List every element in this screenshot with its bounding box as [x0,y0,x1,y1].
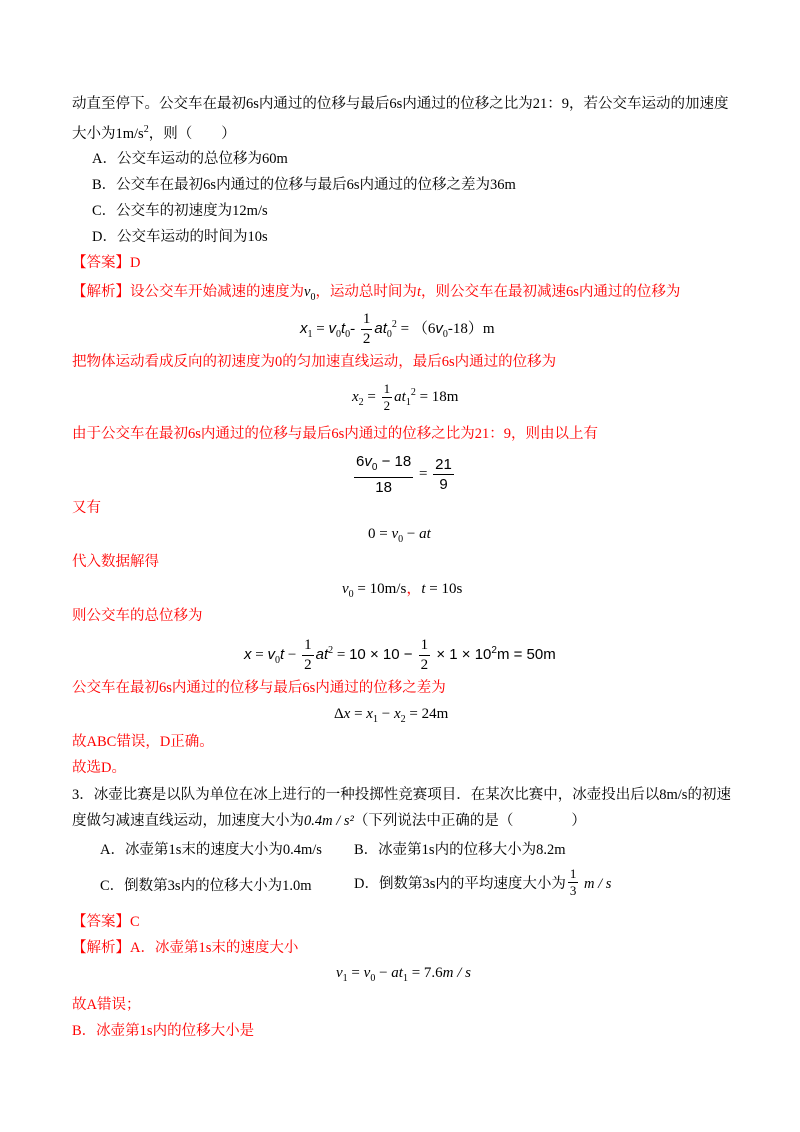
problem2-text9: 故选D。 [72,760,126,776]
problem2-text5: 代入数据解得 [72,554,159,570]
equation-x1: $x_1 = v_0t_0-$ $\frac{1}{2}$ $at_0^2 = (6v_0-18)m$ [300,311,495,347]
equation-delta-x: $\Delta x = x_1 - x_2 = 24m$ [334,706,449,725]
problem2-text6: 则公交车的总位移为 [72,608,203,624]
problem2-text4: 又有 [72,500,101,516]
equation-x2: $x_2$ = $\frac{1}{2}$ $at_1^2 = 18m$ [352,381,459,413]
problem2-text3: 由于公交车在最初6s内通过的位移与最后6s内通过的位移之比为21：9，则由以上有 [72,426,599,442]
problem3-answer: 【答案】C [72,914,140,930]
equation-total-displacement: $x = v_0t$ − $\frac{1}{2}$ $at^2 = 10 \times 10$ − $\frac{1}{2}$ × $1 \times 10^2m = 50m$ [244,637,556,673]
problem2-text8: 故ABC错误，D正确。 [72,734,214,750]
equation-v0-at: $0 = v_0$ − at [368,526,431,545]
equation-solution: $v_0 = 10m/s$，t = 10s [342,581,463,600]
problem2-text7: 公交车在最初6s内通过的位移与最后6s内通过的位移之差为 [72,680,446,696]
problem2-line1: 动直至停下。公交车在最初6s内通过的位移与最后6s内通过的位移之比为21：9，若公交车运动的加速度 [72,96,729,112]
problem2-option-b: B．公交车在最初6s内通过的位移与最后6s内通过的位移之差为36m [92,177,516,193]
problem2-option-a: A．公交车运动的总位移为60m [92,151,288,167]
problem3-line2: 度做匀减速直线运动，加速度大小为0.4m / s²（下列说法中正确的是（ ） [72,813,586,829]
equation-ratio: $\frac{6v_0 - 18}{18}$ = $\frac{21}{9}$ [356,453,452,496]
problem2-text2: 把物体运动看成反向的初速度为0的匀加速直线运动，最后6s内通过的位移为 [72,354,557,370]
problem2-answer: 【答案】D [72,255,141,271]
problem3-option-b: B．冰壶第1s内的位移大小为8.2m [354,842,566,858]
problem2-analysis-1: 【解析】设公交车开始减速的速度为$v_0$，运动总时间为t，则公交车在最初减速6s内通过的位移为 [72,284,681,303]
problem3-analysis-a: 【解析】A．冰壶第1s末的速度大小 [72,940,299,956]
equation-v1: $v_1 = v_0 - at_1 = 7.6m / s$ [336,965,472,984]
problem2-option-d: D．公交车运动的时间为10s [92,229,268,245]
problem3-text-b: B．冰壶第1s内的位移大小是 [72,1023,255,1039]
problem3-option-a: A．冰壶第1s末的速度大小为0.4m/s [100,842,322,858]
problem2-option-c: C．公交车的初速度为12m/s [92,203,268,219]
problem3-line1: 3．冰壶比赛是以队为单位在冰上进行的一种投掷性竞赛项目．在某次比赛中，冰壶投出后以8m/s的初速 [72,787,731,803]
problem2-line2: 大小为$1m/s^2$，则（ ） [72,124,236,142]
problem3-text-a-end: 故A错误； [72,997,141,1013]
problem3-option-d: D．倒数第3s内的平均速度大小为 $\frac{1}{3}$ m / s [354,866,612,898]
problem3-option-c: C．倒数第3s内的位移大小为1.0m [100,878,312,894]
